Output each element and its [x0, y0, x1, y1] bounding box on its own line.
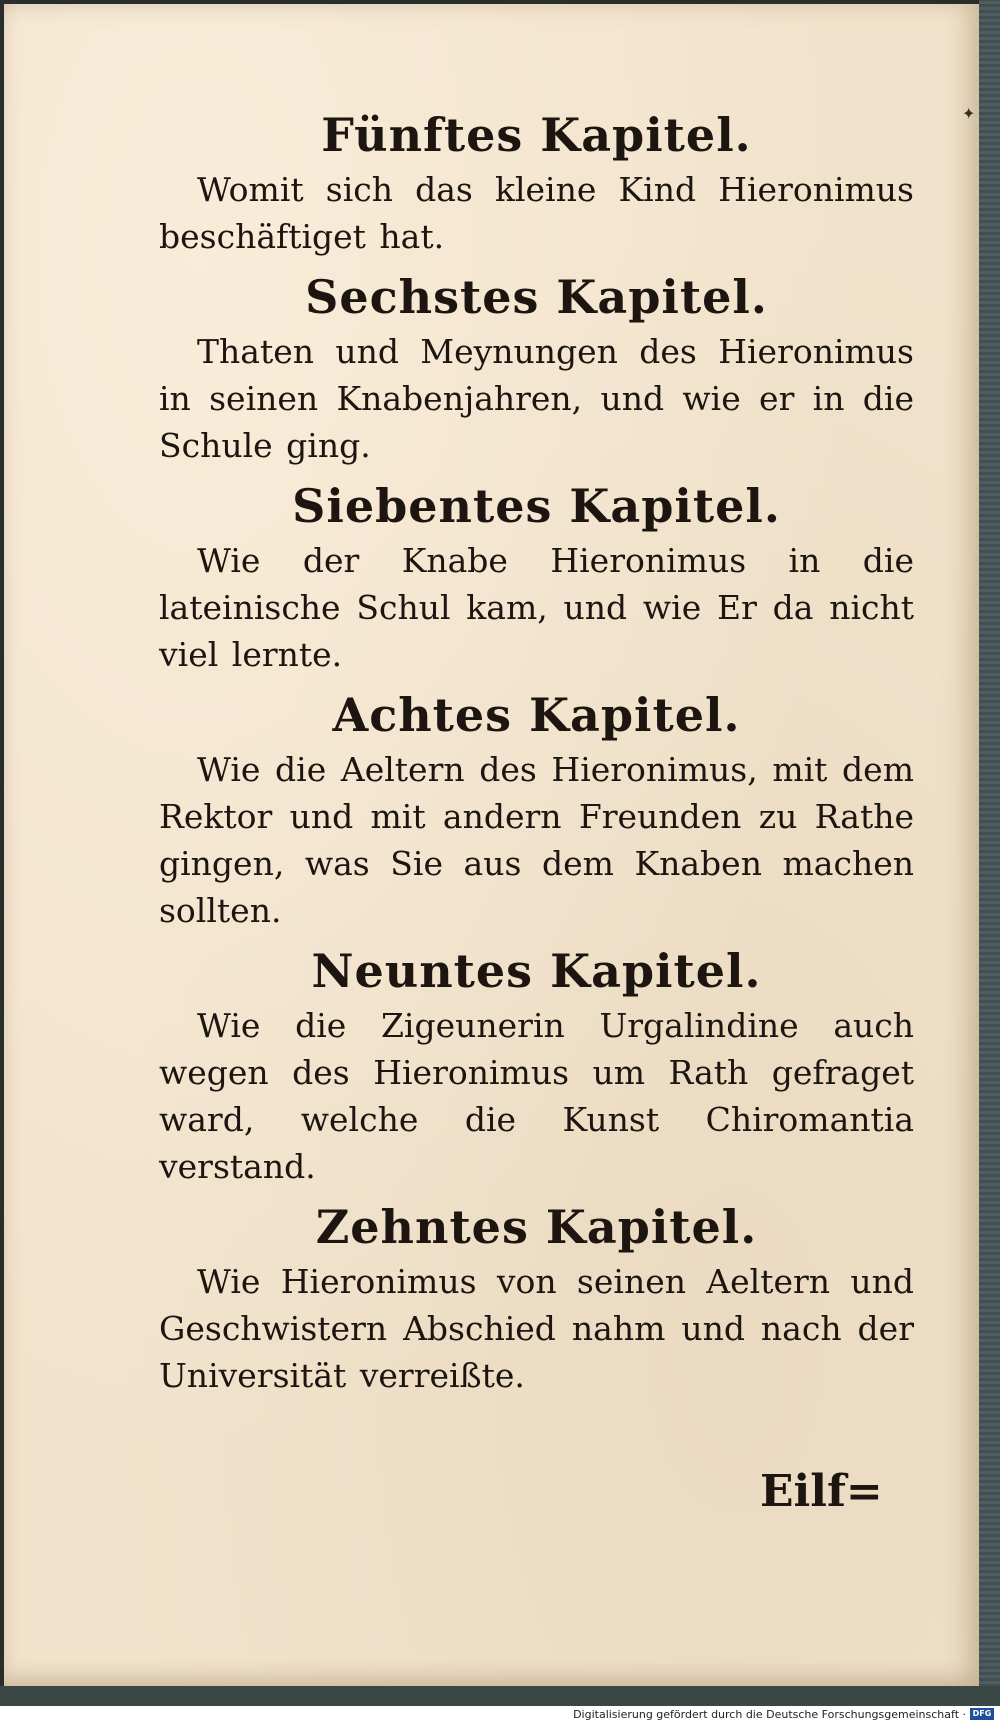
digitization-footer	[0, 1706, 1000, 1723]
chapter-description: Wie die Aeltern des Hieronimus, mit dem Rektor und mit andern Freunden zu Rathe gingen, was Sie aus dem Knaben machen sollten.	[159, 750, 914, 930]
chapter-description: Wie der Knabe Hieronimus in die lateinische Schul kam, und wie Er da nicht viel lernte.	[159, 541, 914, 674]
book-cover-edge	[979, 0, 1000, 1690]
chapter-description: Wie Hieronimus von seinen Aeltern und Geschwistern Abschied nahm und nach der Universität verreißte.	[159, 1262, 914, 1395]
book-page	[4, 4, 979, 1686]
dfg-logo: DFG	[970, 1708, 994, 1720]
chapter-description: Womit sich das kleine Kind Hieronimus beschäftiget hat.	[159, 170, 914, 256]
chapter-description: Wie die Zigeunerin Urgalindine auch wegen des Hieronimus um Rath gefraget ward, welche die Kunst Chiromantia verstand.	[159, 1006, 914, 1186]
chapter-title: Fünftes Kapitel.	[321, 108, 752, 162]
chapter-title: Neuntes Kapitel.	[311, 944, 762, 998]
book-bottom-edge	[0, 1686, 1000, 1706]
chapter-title: Zehntes Kapitel.	[315, 1200, 758, 1254]
catchword: Eilf=	[760, 1466, 883, 1517]
chapter-title: Sechstes Kapitel.	[305, 270, 768, 324]
chapter-title: Siebentes Kapitel.	[292, 479, 781, 533]
chapter-list	[159, 104, 914, 1405]
page-mark: ✦	[962, 104, 976, 123]
chapter-title: Achtes Kapitel.	[332, 688, 741, 742]
chapter-description: Thaten und Meynungen des Hieronimus in seinen Knabenjahren, und wie er in die Schule ging.	[159, 332, 914, 465]
footer-credit: Digitalisierung gefördert durch die Deutsche Forschungsgemeinschaft ·	[573, 1708, 966, 1721]
